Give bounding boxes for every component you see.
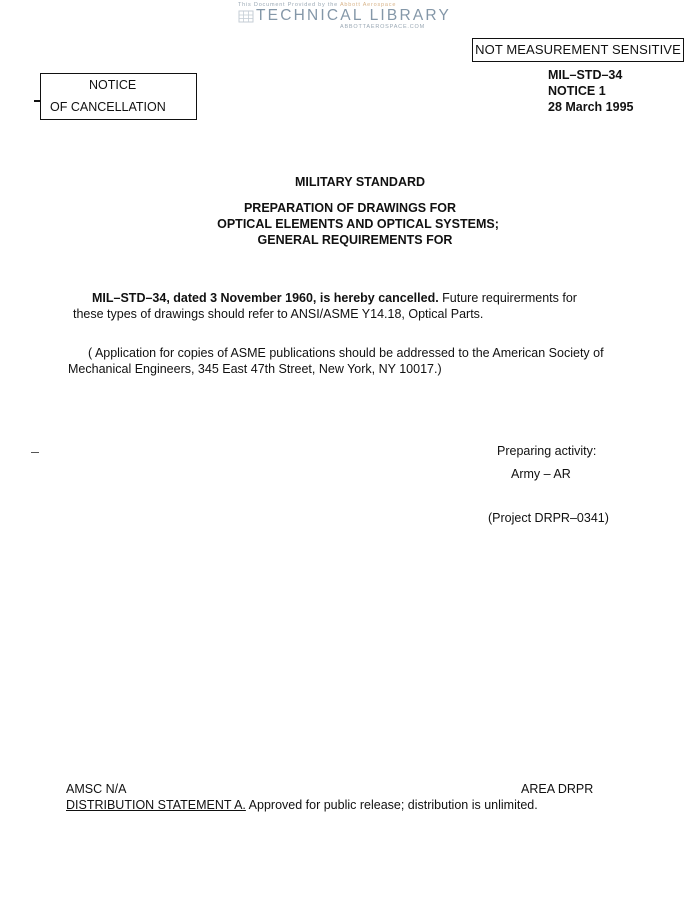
- preparing-activity: Army – AR: [511, 467, 571, 481]
- title-line-3: GENERAL REQUIREMENTS FOR: [257, 233, 453, 247]
- notice-label: NOTICE: [89, 78, 137, 92]
- watermark-url: ABBOTTAEROSPACE.COM: [340, 24, 425, 30]
- distribution-statement: [66, 798, 538, 812]
- scan-mark: [31, 452, 39, 453]
- document-type-heading: MILITARY STANDARD: [294, 175, 426, 189]
- asme-application-line-2: Mechanical Engineers, 345 East 47th Street, New York, NY 10017.): [68, 362, 442, 376]
- cancellation-label: OF CANCELLATION: [50, 100, 166, 114]
- project-number: (Project DRPR–0341): [488, 511, 609, 525]
- distribution-statement-label: DISTRIBUTION STATEMENT A.: [66, 798, 246, 812]
- watermark-provided-by: This Document Provided by the Abbott Aerospace: [238, 2, 397, 8]
- cancellation-statement: [92, 291, 577, 305]
- notice-date: 28 March 1995: [548, 100, 634, 114]
- notice-number: NOTICE 1: [548, 84, 606, 98]
- notice-of-cancellation-box: [40, 73, 197, 120]
- cancellation-statement-line-2: these types of drawings should refer to ANSI/ASME Y14.18, Optical Parts.: [73, 307, 484, 321]
- preparing-activity-label: Preparing activity:: [497, 444, 597, 458]
- title-line-1: PREPARATION OF DRAWINGS FOR: [243, 201, 457, 215]
- amsc-code: AMSC N/A: [66, 782, 127, 796]
- document-number: MIL–STD–34: [548, 68, 623, 82]
- scan-mark: [34, 100, 40, 102]
- library-logo-icon: [238, 8, 254, 24]
- watermark-title: TECHNICAL LIBRARY: [256, 7, 452, 24]
- title-line-2: OPTICAL ELEMENTS AND OPTICAL SYSTEMS;: [217, 217, 499, 231]
- cancellation-statement-bold: MIL–STD–34, dated 3 November 1960, is hereby cancelled.: [92, 291, 439, 305]
- area-code: AREA DRPR: [521, 782, 594, 796]
- cancellation-statement-rest: Future requirerments for: [438, 291, 577, 305]
- measurement-sensitivity-box: NOT MEASUREMENT SENSITIVE: [472, 38, 684, 62]
- watermark-brand: Abbott Aerospace: [339, 2, 397, 8]
- asme-application-line-1: ( Application for copies of ASME publications should be addressed to the American Society of: [88, 346, 604, 360]
- distribution-statement-text: Approved for public release; distribution is unlimited.: [245, 798, 538, 812]
